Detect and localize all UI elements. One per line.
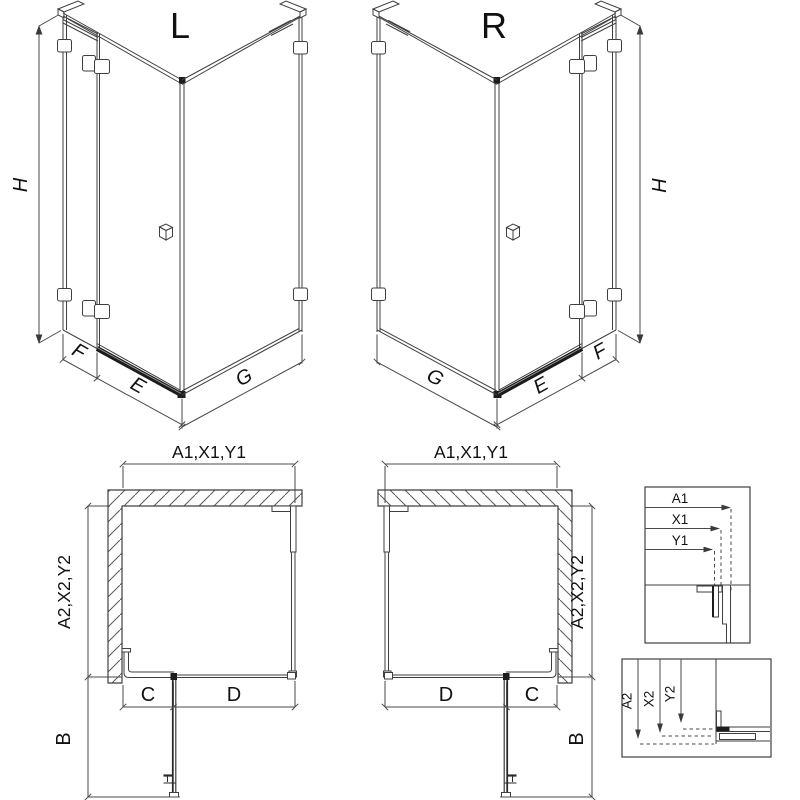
- dim-label-d: D: [438, 684, 454, 706]
- dim-label-fixed: F: [589, 339, 611, 365]
- dim-label-return: G: [231, 364, 257, 392]
- dim-label-b: B: [53, 732, 75, 746]
- plan-view-right: [378, 442, 595, 800]
- plan-view-left: [53, 442, 302, 800]
- dim-label-side: A2,X2,Y2: [567, 555, 587, 629]
- dim-label-b: B: [566, 732, 588, 746]
- detail-dim-a2: A2: [619, 692, 635, 710]
- detail-box-vertical-dims: [620, 659, 772, 757]
- iso-view-right: [372, 1, 670, 430]
- dim-label-door: E: [126, 372, 150, 399]
- dim-label-side: A2,X2,Y2: [54, 555, 74, 629]
- view-label-left: L: [169, 5, 191, 46]
- dim-label-door: E: [529, 372, 553, 399]
- view-label-right: R: [481, 5, 507, 46]
- dim-label-top: A1,X1,Y1: [434, 442, 508, 462]
- iso-view-left: [10, 1, 308, 430]
- dim-label-d: D: [226, 684, 242, 706]
- detail-dim-x1: X1: [671, 512, 689, 527]
- dim-label-c: C: [140, 684, 156, 706]
- detail-dim-y1: Y1: [671, 533, 689, 548]
- dim-label-return: G: [422, 364, 448, 392]
- dim-label-top: A1,X1,Y1: [172, 442, 246, 462]
- dim-label-height: H: [10, 177, 32, 193]
- detail-dim-a1: A1: [671, 491, 689, 506]
- dim-label-fixed: F: [68, 339, 90, 365]
- detail-dim-x2: X2: [641, 690, 657, 708]
- detail-dim-y2: Y2: [662, 685, 678, 703]
- detail-box-horizontal-dims: [645, 487, 750, 643]
- dim-label-height: H: [647, 177, 669, 193]
- dim-label-c: C: [524, 684, 540, 706]
